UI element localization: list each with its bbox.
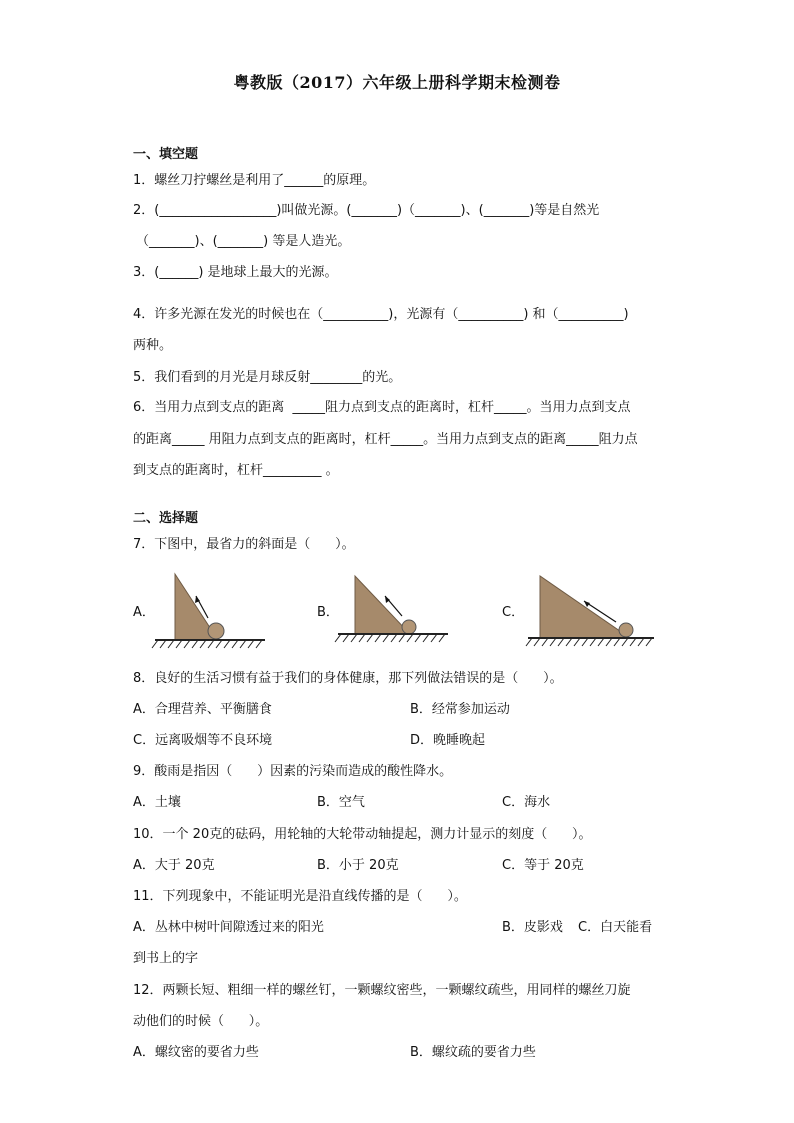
- ground-hatch-b: [335, 634, 445, 642]
- question-4-line-2: 两种。: [133, 338, 173, 353]
- question-5: 5．我们看到的月光是月球反射________的光。: [133, 370, 402, 385]
- ground-hatch-c: [526, 638, 652, 646]
- question-7: 7．下图中，最省力的斜面是（ ）。: [133, 537, 355, 552]
- ball-b: [402, 620, 416, 634]
- q9-option-c: C．海水: [502, 795, 551, 810]
- question-10: 10．一个 20克的砝码，用轮轴的大轮带动轴提起，测力计显示的刻度（ ）。: [133, 827, 592, 842]
- q12-option-b: B．螺纹疏的要省力些: [410, 1045, 536, 1060]
- section-heading-choice: 二、选择题: [133, 511, 199, 526]
- question-6-line-2: 的距离_____ 用阻力点到支点的距离时，杠杆_____。当用力点到支点的距离_____阻力点: [133, 432, 638, 447]
- q7-figure-c: [520, 568, 660, 650]
- page-title: 粤教版（2017）六年级上册科学期末检测卷: [233, 73, 561, 92]
- q7-option-c-label: C．: [502, 605, 525, 620]
- q8-option-b: B．经常参加运动: [410, 702, 510, 717]
- question-9: 9．酸雨是指因（ ）因素的污染而造成的酸性降水。: [133, 764, 453, 779]
- q10-option-a: A．大于 20克: [133, 858, 215, 873]
- q7-option-a-label: A．: [133, 605, 155, 620]
- section-heading-fill: 一、填空题: [133, 147, 199, 162]
- q8-option-c: C．远离吸烟等不良环境: [133, 733, 273, 748]
- q10-option-b: B．小于 20克: [317, 858, 399, 873]
- q12-option-a: A．螺纹密的要省力些: [133, 1045, 259, 1060]
- q9-option-a: A．土壤: [133, 795, 181, 810]
- question-3: 3．(______) 是地球上最大的光源。: [133, 265, 338, 280]
- arrow-head-c: [584, 601, 590, 607]
- inclined-plane-c: [540, 576, 630, 638]
- q9-option-b: B．空气: [317, 795, 365, 810]
- question-8: 8．良好的生活习惯有益于我们的身体健康，那下列做法错误的是（ ）。: [133, 671, 563, 686]
- q8-option-d: D．晚睡晚起: [410, 733, 486, 748]
- ground-hatch-a: [152, 640, 262, 648]
- q11-option-a: A．丛林中树叶间隙透过来的阳光: [133, 920, 324, 935]
- ball-c: [619, 623, 633, 637]
- q7-figure-b: [333, 568, 453, 650]
- question-6-line-1: 6．当用力点到支点的距离 _____阻力点到支点的距离时，杠杆_____。当用力点到支点: [133, 400, 631, 415]
- q11-option-c-continued: 到书上的字: [133, 951, 199, 966]
- q10-option-c: C．等于 20克: [502, 858, 584, 873]
- question-6-line-3: 到支点的距离时，杠杆_________ 。: [133, 463, 339, 478]
- question-4-line-1: 4．许多光源在发光的时候也在（__________)，光源有（__________) 和（__________): [133, 307, 629, 322]
- q7-option-b-label: B．: [317, 605, 339, 620]
- question-2-line-2: （_______)、(_______) 等是人造光。: [136, 234, 351, 249]
- question-1: 1．螺丝刀拧螺丝是利用了______的原理。: [133, 173, 376, 188]
- question-12-line-2: 动他们的时候（ ）。: [133, 1014, 269, 1029]
- q11-option-b: B．皮影戏: [502, 920, 563, 935]
- ball-a: [208, 623, 224, 639]
- q8-option-a: A．合理营养、平衡膳食: [133, 702, 272, 717]
- question-11: 11．下列现象中，不能证明光是沿直线传播的是（ ）。: [133, 889, 467, 904]
- question-2-line-1: 2．(__________________)叫做光源。(_______)（_______)、(_______)等是自然光: [133, 203, 600, 218]
- arrow-head-b: [385, 596, 390, 603]
- question-12-line-1: 12．两颗长短、粗细一样的螺丝钉，一颗螺纹密些，一颗螺纹疏些，用同样的螺丝刀旋: [133, 983, 631, 998]
- q7-figure-a: [150, 568, 270, 650]
- q11-option-c: C．白天能看: [578, 920, 653, 935]
